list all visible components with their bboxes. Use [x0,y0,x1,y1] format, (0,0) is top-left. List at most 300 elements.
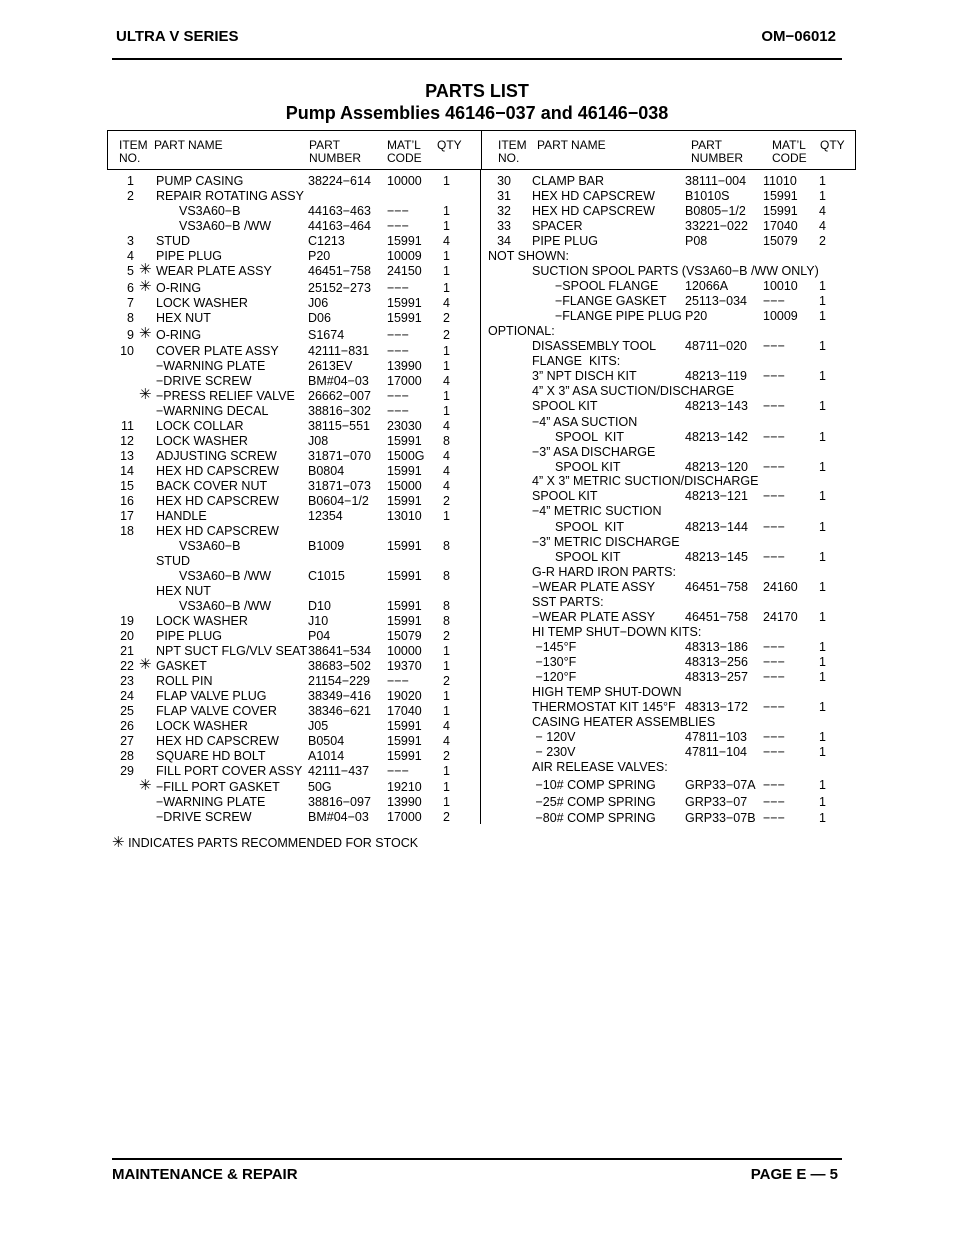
part-name: HEX HD CAPSCREW [532,204,655,218]
part-name: −FILL PORT GASKET [156,780,280,794]
part-number: B0805−1/2 [685,204,746,218]
part-name: STUD [156,234,191,248]
part-number: 31871−073 [308,479,371,493]
material-code: −−− [763,700,785,714]
part-name: NPT SUCT FLG/VLV SEAT [156,644,308,658]
part-name: THERMOSTAT KIT 145°F [532,700,676,714]
quantity: 8 [443,539,450,553]
material-code: 10009 [763,309,798,323]
quantity: 2 [443,810,450,824]
item-number: 28 [120,749,134,763]
item-number: 6 [127,281,134,295]
item-number: 25 [120,704,134,718]
part-name: HEX HD CAPSCREW [156,464,279,478]
quantity: 1 [443,659,450,673]
part-name: LOCK COLLAR [156,419,244,433]
item-number: 19 [120,614,134,628]
material-code: −−− [763,489,785,503]
part-name: ROLL PIN [156,674,213,688]
material-code: 15991 [387,614,422,628]
material-code: −−− [763,294,785,308]
part-number: 48213−119 [685,369,747,383]
asterisk-icon: ✳ [139,386,152,403]
item-number: 14 [120,464,134,478]
footer-rule [112,1158,842,1160]
part-name: LOCK WASHER [156,434,248,448]
material-code: 15991 [387,494,422,508]
asterisk-icon: ✳ [112,834,125,851]
quantity: 1 [443,404,450,418]
part-number: BM#04−03 [308,810,369,824]
material-code: 24160 [763,580,798,594]
quantity: 1 [819,640,826,654]
material-code: 10000 [387,644,422,658]
part-name: REPAIR ROTATING ASSY [156,189,304,203]
stock-note-text: INDICATES PARTS RECOMMENDED FOR STOCK [128,836,419,850]
material-code: 17040 [387,704,422,718]
quantity: 4 [443,449,450,463]
part-name: −WEAR PLATE ASSY [532,580,656,594]
item-number: 20 [120,629,134,643]
part-number: GRP33−07 [685,795,748,809]
part-name: VS3A60−B /WW [179,599,272,613]
part-number: GRP33−07B [685,811,756,825]
material-code: 17000 [387,374,422,388]
part-number: B0604−1/2 [308,494,369,508]
part-number: 38115−551 [308,419,370,433]
material-code: 13990 [387,359,422,373]
item-number: 3 [127,234,134,248]
part-name: HIGH TEMP SHUT-DOWN [532,685,682,699]
item-number: 17 [120,509,134,523]
document-number: OM−06012 [761,28,836,45]
material-code: 15991 [387,719,422,733]
part-name: −80# COMP SPRING [532,811,656,825]
material-code: 24150 [387,264,422,278]
quantity: 1 [443,281,450,295]
part-name: FLAP VALVE PLUG [156,689,267,703]
quantity: 8 [443,614,450,628]
part-name: −3” METRIC DISCHARGE [532,535,680,549]
part-name: SPOOL KIT [555,520,625,534]
part-number: S1674 [308,328,345,342]
material-code: 15991 [387,296,422,310]
part-name: −25# COMP SPRING [532,795,656,809]
part-name: CLAMP BAR [532,174,605,188]
part-name: 4” X 3” METRIC SUCTION/DISCHARGE [532,474,759,488]
part-name: HANDLE [156,509,207,523]
part-name: COVER PLATE ASSY [156,344,279,358]
part-number: 26662−007 [308,389,371,403]
part-number: 48213−145 [685,550,748,564]
column-divider [480,170,481,824]
quantity: 4 [443,719,450,733]
material-code: −−− [387,281,409,295]
part-number: J08 [308,434,329,448]
part-name: SPOOL KIT [555,460,621,474]
part-number: 2613EV [308,359,353,373]
material-code: −−− [387,404,409,418]
part-name: −WARNING PLATE [156,359,266,373]
material-code: 17040 [763,219,798,233]
quantity: 1 [819,294,826,308]
material-code: 15991 [387,434,422,448]
part-name: 3” NPT DISCH KIT [532,369,637,383]
part-name: AIR RELEASE VALVES: [532,760,668,774]
part-name: −FLANGE GASKET [555,294,667,308]
quantity: 1 [443,359,450,373]
quantity: 1 [443,264,450,278]
material-code: −−− [763,670,785,684]
col-partnumber-left: PART NUMBER [309,138,362,165]
material-code: −−− [387,344,409,358]
material-code: 15991 [387,599,422,613]
quantity: 8 [443,434,450,448]
quantity: 1 [819,730,826,744]
material-code: 15991 [763,189,798,203]
material-code: −−− [387,389,409,403]
quantity: 1 [819,399,826,413]
part-name: −WARNING PLATE [156,795,266,809]
material-code: 15991 [387,734,422,748]
quantity: 1 [819,174,826,188]
quantity: 4 [443,374,450,388]
part-number: 31871−070 [308,449,371,463]
part-number: 38641−534 [308,644,371,658]
header-rule [112,58,842,60]
quantity: 1 [443,795,450,809]
part-name: −10# COMP SPRING [532,778,656,792]
material-code: 10009 [387,249,422,263]
part-name: SPACER [532,219,583,233]
part-name: PUMP CASING [156,174,244,188]
material-code: 15991 [387,234,422,248]
part-name: CASING HEATER ASSEMBLIES [532,715,716,729]
quantity: 1 [819,811,826,825]
material-code: −−− [763,520,785,534]
material-code: 19020 [387,689,422,703]
col-qty-right: QTY [820,138,845,152]
part-number: 48213−121 [685,489,748,503]
material-code: −−− [763,550,785,564]
item-number: 13 [120,449,134,463]
material-code: 15079 [763,234,798,248]
material-code: −−− [763,745,785,759]
part-number: 42111−437 [308,764,370,778]
part-number: B0804 [308,464,345,478]
item-number: 12 [120,434,134,448]
column-header-divider [481,131,482,169]
part-name: STUD [156,554,191,568]
quantity: 1 [819,745,826,759]
part-name: −4” ASA SUCTION [532,415,638,429]
part-number: P20 [308,249,331,263]
quantity: 1 [819,460,826,474]
stock-note [112,836,418,850]
material-code: −−− [387,219,409,233]
part-name: −130°F [532,655,577,669]
part-number: GRP33−07A [685,778,756,792]
part-name: O-RING [156,328,202,342]
col-partnumber-right: PART NUMBER [691,138,744,165]
quantity: 2 [443,749,450,763]
part-number: 44163−464 [308,219,371,233]
item-number: 16 [120,494,134,508]
quantity: 1 [819,700,826,714]
quantity: 1 [819,430,826,444]
asterisk-icon: ✳ [139,325,152,342]
item-number: 1 [127,174,134,188]
part-number: 44163−463 [308,204,371,218]
material-code: 15000 [387,479,422,493]
material-code: −−− [763,655,785,669]
quantity: 1 [443,764,450,778]
material-code: −−− [763,369,785,383]
part-name: HEX HD CAPSCREW [156,734,279,748]
part-name: SQUARE HD BOLT [156,749,266,763]
material-code: 13010 [387,509,422,523]
part-number: 48213−120 [685,460,748,474]
part-name: BACK COVER NUT [156,479,268,493]
material-code: 15991 [387,311,422,325]
item-number: 26 [120,719,134,733]
col-matl-right: MAT’L CODE [772,138,807,165]
item-number: 10 [120,344,134,358]
material-code: −−− [763,399,785,413]
part-number: 46451−758 [685,610,748,624]
material-code: 19370 [387,659,422,673]
part-number: A1014 [308,749,345,763]
item-number: 23 [120,674,134,688]
part-name: DISASSEMBLY TOOL [532,339,657,353]
part-name: −120°F [532,670,577,684]
item-number: 29 [120,764,134,778]
item-number: 7 [127,296,134,310]
quantity: 4 [443,479,450,493]
part-number: B0504 [308,734,345,748]
part-name: PIPE PLUG [156,629,222,643]
part-number: 48213−142 [685,430,748,444]
part-name: G-R HARD IRON PARTS: [532,565,676,579]
part-number: 12354 [308,509,343,523]
material-code: −−− [763,339,785,353]
quantity: 1 [443,219,450,233]
part-name: −4” METRIC SUCTION [532,504,662,518]
item-number: 4 [127,249,134,263]
material-code: −−− [763,811,785,825]
col-item-left: ITEM NO. [119,138,148,165]
item-number: 32 [497,204,511,218]
material-code: −−− [763,430,785,444]
part-name: 4” X 3” ASA SUCTION/DISCHARGE [532,384,735,398]
quantity: 2 [443,328,450,342]
part-number: D10 [308,599,331,613]
material-code: 15991 [387,569,422,583]
material-code: 10010 [763,279,798,293]
quantity: 1 [819,550,826,564]
part-number: BM#04−03 [308,374,369,388]
quantity: 1 [819,520,826,534]
part-name: FLAP VALVE COVER [156,704,277,718]
part-number: 47811−103 [685,730,747,744]
material-code: 15991 [387,464,422,478]
part-name: OPTIONAL: [488,324,555,338]
col-partname-right: PART NAME [537,138,606,152]
part-name: SPOOL KIT [532,399,598,413]
material-code: 19210 [387,780,422,794]
item-number: 24 [120,689,134,703]
item-number: 21 [120,644,134,658]
quantity: 1 [443,344,450,358]
material-code: 15991 [763,204,798,218]
part-name: PIPE PLUG [156,249,222,263]
part-number: 21154−229 [308,674,370,688]
material-code: −−− [763,795,785,809]
part-name: HI TEMP SHUT−DOWN KITS: [532,625,702,639]
part-name: −SPOOL FLANGE [555,279,659,293]
material-code: −−− [763,640,785,654]
material-code: 1500G [387,449,425,463]
part-number: 38349−416 [308,689,371,703]
part-name: NOT SHOWN: [488,249,570,263]
part-name: HEX HD CAPSCREW [156,494,279,508]
part-number: D06 [308,311,331,325]
material-code: −−− [387,328,409,342]
part-name: −DRIVE SCREW [156,374,252,388]
item-number: 30 [497,174,511,188]
part-number: B1010S [685,189,730,203]
item-number: 11 [121,419,134,433]
part-number: P08 [685,234,708,248]
part-name: −WEAR PLATE ASSY [532,610,656,624]
page-subtitle: Pump Assemblies 46146−037 and 46146−038 [285,103,669,123]
asterisk-icon: ✳ [139,278,152,295]
quantity: 1 [819,369,826,383]
item-number: 27 [120,734,134,748]
part-name: HEX HD CAPSCREW [156,524,279,538]
part-name: − 120V [532,730,576,744]
item-number: 15 [120,479,134,493]
quantity: 2 [443,674,450,688]
quantity: 1 [443,389,450,403]
item-number: 33 [497,219,511,233]
part-name: −145°F [532,640,577,654]
part-number: 48213−143 [685,399,748,413]
quantity: 1 [443,509,450,523]
part-name: HEX NUT [156,311,211,325]
part-number: 42111−831 [308,344,370,358]
quantity: 1 [819,670,826,684]
quantity: 1 [819,655,826,669]
page-title: PARTS LIST [425,81,529,101]
part-name: −WARNING DECAL [156,404,269,418]
footer-page-number: PAGE E — 5 [750,1166,838,1183]
quantity: 1 [443,644,450,658]
quantity: 2 [443,311,450,325]
part-number: 38111−004 [685,174,747,188]
quantity: 1 [819,580,826,594]
quantity: 4 [443,419,450,433]
footer-section: MAINTENANCE & REPAIR [112,1166,298,1183]
part-name: − 230V [532,745,576,759]
part-number: 48711−020 [685,339,747,353]
part-number: 48313−256 [685,655,748,669]
quantity: 1 [443,780,450,794]
material-code: 24170 [763,610,798,624]
col-matl-left: MAT’L CODE [387,138,422,165]
quantity: 4 [443,234,450,248]
quantity: 1 [819,309,826,323]
asterisk-icon: ✳ [139,261,152,278]
item-number: 31 [497,189,511,203]
part-name: GASKET [156,659,207,673]
part-number: 50G [308,780,332,794]
quantity: 8 [443,599,450,613]
quantity: 1 [819,279,826,293]
part-name: VS3A60−B /WW [179,569,272,583]
part-number: 33221−022 [685,219,748,233]
part-number: 48313−186 [685,640,748,654]
asterisk-icon: ✳ [139,656,152,673]
part-name: VS3A60−B [179,539,241,553]
material-code: 10000 [387,174,422,188]
quantity: 1 [819,489,826,503]
quantity: 4 [443,464,450,478]
quantity: 8 [443,569,450,583]
part-name: FLANGE KITS: [532,354,621,368]
part-number: P04 [308,629,331,643]
part-number: 48313−257 [685,670,748,684]
part-name: VS3A60−B [179,204,241,218]
part-name: SUCTION SPOOL PARTS (VS3A60−B /WW ONLY) [532,264,819,278]
part-name: SST PARTS: [532,595,604,609]
material-code: 15079 [387,629,422,643]
part-number: 38224−614 [308,174,371,188]
part-name: −DRIVE SCREW [156,810,252,824]
part-number: J06 [308,296,329,310]
material-code: −−− [387,674,409,688]
quantity: 2 [819,234,826,248]
material-code: −−− [763,460,785,474]
quantity: 1 [819,610,826,624]
part-name: HEX NUT [156,584,211,598]
quantity: 4 [819,219,826,233]
quantity: 1 [819,189,826,203]
part-number: 12066A [685,279,729,293]
part-name: FILL PORT COVER ASSY [156,764,303,778]
column-header-box [107,130,856,170]
quantity: 1 [443,689,450,703]
part-name: −FLANGE PIPE PLUG [555,309,682,323]
quantity: 1 [443,249,450,263]
material-code: −−− [763,778,785,792]
part-name: SPOOL KIT [532,489,598,503]
part-number: 47811−104 [685,745,747,759]
part-number: 25113−034 [685,294,747,308]
material-code: 15991 [387,539,422,553]
quantity: 1 [443,704,450,718]
quantity: 2 [443,629,450,643]
series-title: ULTRA V SERIES [116,28,239,45]
material-code: −−− [387,764,409,778]
quantity: 2 [443,494,450,508]
material-code: 11010 [763,174,797,188]
part-name: PIPE PLUG [532,234,598,248]
part-name: −3” ASA DISCHARGE [532,445,656,459]
part-name: LOCK WASHER [156,719,248,733]
part-name: LOCK WASHER [156,614,248,628]
part-number: 38816−302 [308,404,371,418]
